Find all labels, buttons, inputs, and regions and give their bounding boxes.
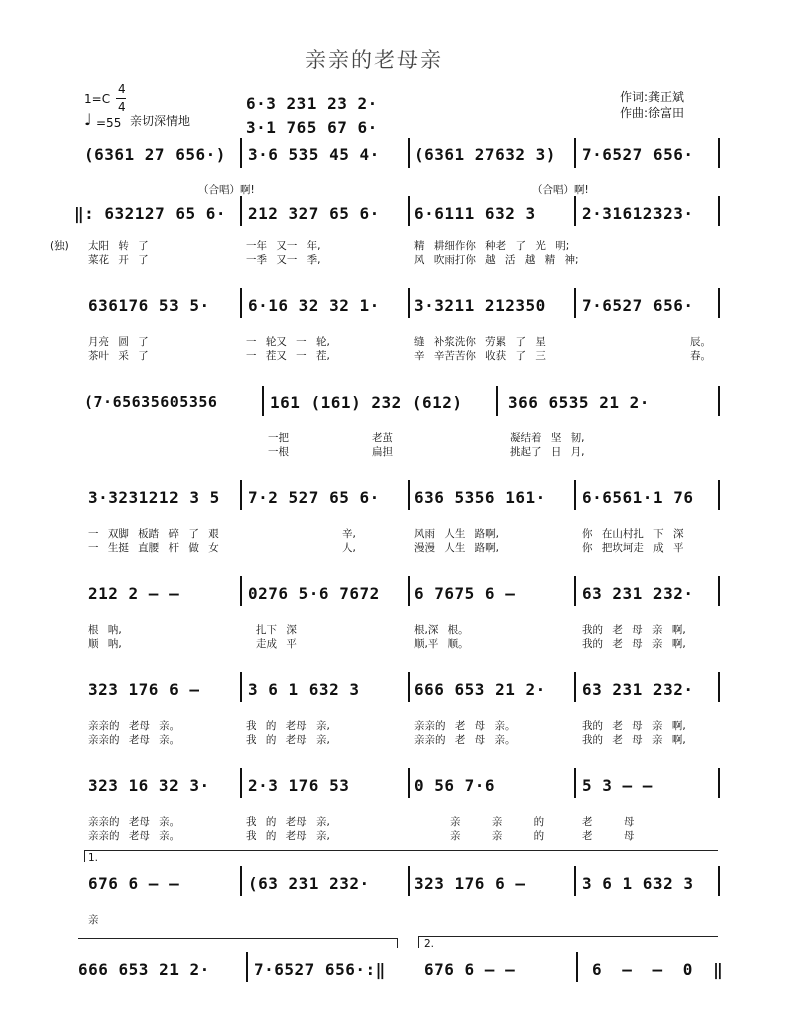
barline: [574, 576, 576, 606]
lyric: 一 茬又 一 茬,: [246, 350, 330, 362]
bar: 3 6 1 632 3: [582, 874, 694, 893]
barline: [408, 480, 410, 510]
lyric: 凝结着 坚 韧,: [510, 432, 585, 444]
bar: 6 7675 6 —: [414, 584, 516, 603]
barline: [408, 576, 410, 606]
lyric: 一 轮又 一 轮,: [246, 336, 330, 348]
lyric: 风 吹雨打你 越 活 越 精 神;: [414, 254, 579, 266]
barline: [262, 386, 264, 416]
expression-mark: 亲切深情地: [130, 114, 191, 128]
bar: 3·6 535 45 4·: [248, 145, 380, 164]
lyric: 挑起了 日 月,: [510, 446, 585, 458]
barline: [240, 288, 242, 318]
bar: 666 653 21 2·: [414, 680, 546, 699]
bar: 6·6561·1 76: [582, 488, 694, 507]
bar: 2·3 176 53: [248, 776, 350, 795]
lyric: 亲亲的 老母 亲。: [88, 816, 181, 828]
lyric: 我的 老 母 亲 啊,: [582, 638, 686, 650]
lyric: 月亮 圆 了: [88, 336, 149, 348]
volta-bracket: [84, 850, 85, 862]
lyric: 我的 老 母 亲 啊,: [582, 734, 686, 746]
barline: [718, 866, 720, 896]
barline: [408, 768, 410, 798]
lyric: 春。: [690, 350, 711, 362]
barline: [718, 672, 720, 702]
barline: [574, 866, 576, 896]
bar: 676 6 — —: [424, 960, 516, 979]
bar: 7·6527 656·: [582, 145, 694, 164]
bar: 3·3231212 3 5: [88, 488, 220, 507]
barline: [240, 480, 242, 510]
lyric: 我 的 老母 亲,: [246, 816, 330, 828]
bar: 3 6 1 632 3: [248, 680, 360, 699]
lyric: 菜花 开 了: [88, 254, 149, 266]
lyric: 你 把坎坷走 成 平: [582, 542, 684, 554]
bar: 7·6527 656·: [582, 296, 694, 315]
lyric: 一年 又一 年,: [246, 240, 321, 252]
lyric: 顺,平 顺。: [414, 638, 469, 650]
barline: [574, 672, 576, 702]
volta-label: 1.: [88, 852, 99, 864]
volta-bracket: [78, 938, 398, 939]
barline: [246, 952, 248, 982]
lyric: 我的 老 母 亲 啊,: [582, 720, 686, 732]
bar: (63 231 232·: [248, 874, 370, 893]
lyric: 一 双脚 板踏 碎 了 艰: [88, 528, 219, 540]
bar: 323 176 6 —: [88, 680, 200, 699]
bar: 63 231 232·: [582, 584, 694, 603]
lyric: 亲亲的 老母 亲。: [88, 830, 181, 842]
meter-bottom: 4: [118, 100, 126, 114]
volta-bracket: [418, 936, 718, 937]
lyricist: 作词:龚正斌: [620, 90, 685, 104]
lyric: 亲 亲 的: [450, 830, 545, 842]
lyric: 亲亲的 老母 亲。: [88, 734, 181, 746]
bar: 366 6535 21 2·: [508, 393, 650, 412]
barline: [574, 480, 576, 510]
volta-label: 2.: [424, 938, 435, 950]
volta-bracket: [84, 850, 718, 851]
barline: [240, 196, 242, 226]
page-title: 亲亲的老母亲: [305, 48, 443, 72]
barline: [718, 196, 720, 226]
chorus-mark: （合唱）啊!: [198, 184, 255, 196]
lyric: 风雨 人生 路啊,: [414, 528, 500, 540]
bar: 6·6111 632 3: [414, 204, 536, 223]
tempo-mark: =55: [96, 116, 122, 130]
bar: 63 231 232·: [582, 680, 694, 699]
bar: 7·6527 656·:‖: [254, 960, 386, 979]
intro-upper: 6·3 231 23 2·: [246, 94, 378, 113]
bar: (7·65635605356: [84, 393, 218, 411]
lyric: 缝 补浆洗你 劳累 了 星: [414, 336, 546, 348]
bar: 6 — — 0 ‖: [592, 960, 724, 979]
lyric: 亲亲的 老 母 亲。: [414, 734, 516, 746]
lyric: 太阳 转 了: [88, 240, 149, 252]
barline: [718, 386, 720, 416]
lyric: 我 的 老母 亲,: [246, 720, 330, 732]
lyric: 亲 亲 的: [450, 816, 545, 828]
lyric: 我的 老 母 亲 啊,: [582, 624, 686, 636]
lyric: 根,深 根。: [414, 624, 469, 636]
meter-top: 4: [118, 82, 126, 96]
bar: 7·2 527 65 6·: [248, 488, 380, 507]
lyric: 老 母: [582, 830, 635, 842]
lyric: 走成 平: [256, 638, 297, 650]
barline: [408, 288, 410, 318]
lyric: 一根: [268, 446, 289, 458]
lyric: 亲亲的 老 母 亲。: [414, 720, 516, 732]
bar: 666 653 21 2·: [78, 960, 210, 979]
lyric: 辰。: [690, 336, 711, 348]
barline: [240, 138, 242, 168]
lyric: 亲: [88, 914, 99, 926]
barline: [718, 138, 720, 168]
lyric: 老 母: [582, 816, 635, 828]
bar: (6361 27632 3): [414, 145, 556, 164]
lyric: 精 耕细作你 种老 了 光 明;: [414, 240, 570, 252]
barline: [574, 196, 576, 226]
barline: [496, 386, 498, 416]
bar: 2·31612323·: [582, 204, 694, 223]
bar: 323 176 6 —: [414, 874, 526, 893]
barline: [408, 196, 410, 226]
bar: 636176 53 5·: [88, 296, 210, 315]
lyric: 老茧: [372, 432, 393, 444]
lyric: 茶叶 采 了: [88, 350, 149, 362]
bar: 323 16 32 3·: [88, 776, 210, 795]
lyric: 扎下 深: [256, 624, 297, 636]
barline: [574, 288, 576, 318]
bar: (6361 27 656·): [84, 145, 226, 164]
bar: 212 2 — —: [88, 584, 180, 603]
barline: [240, 866, 242, 896]
barline: [718, 480, 720, 510]
lyric: 顺 呐,: [88, 638, 122, 650]
bar: 212 327 65 6·: [248, 204, 380, 223]
lyric: 亲亲的 老母 亲。: [88, 720, 181, 732]
lyric: 漫漫 人生 路啊,: [414, 542, 500, 554]
barline: [240, 768, 242, 798]
barline: [718, 288, 720, 318]
bar: 636 5356 161·: [414, 488, 546, 507]
note-icon: ♩: [84, 110, 92, 129]
lyric: 一季 又一 季,: [246, 254, 321, 266]
bar: 6·16 32 32 1·: [248, 296, 380, 315]
solo-mark: (独): [50, 240, 69, 252]
barline: [718, 576, 720, 606]
barline: [574, 768, 576, 798]
volta-bracket: [397, 938, 398, 948]
barline: [240, 576, 242, 606]
lyric: 一把: [268, 432, 289, 444]
bar: 676 6 — —: [88, 874, 180, 893]
barline: [408, 866, 410, 896]
barline: [574, 138, 576, 168]
lyric: 根 呐,: [88, 624, 122, 636]
bar: 0 56 7·6: [414, 776, 496, 795]
bar: ‖: 632127 65 6·: [74, 204, 226, 223]
bar: 5 3 — —: [582, 776, 653, 795]
bar: 0276 5·6 7672: [248, 584, 380, 603]
intro-lower: 3·1 765 67 6·: [246, 118, 378, 137]
lyric: 辛,: [342, 528, 356, 540]
volta-bracket: [418, 936, 419, 948]
lyric: 你 在山村扎 下 深: [582, 528, 684, 540]
composer: 作曲:徐富田: [620, 106, 685, 120]
barline: [718, 768, 720, 798]
barline: [240, 672, 242, 702]
bar: 3·3211 212350: [414, 296, 546, 315]
lyric: 一 生挺 直腰 杆 做 女: [88, 542, 219, 554]
lyric: 扁担: [372, 446, 393, 458]
bar: 161 (161) 232 (612): [270, 393, 463, 412]
lyric: 辛 辛苦苦你 收获 了 三: [414, 350, 546, 362]
chorus-mark: （合唱）啊!: [532, 184, 589, 196]
lyric: 人,: [342, 542, 356, 554]
barline: [408, 672, 410, 702]
lyric: 我 的 老母 亲,: [246, 830, 330, 842]
barline: [408, 138, 410, 168]
key-signature: 1=C: [84, 92, 111, 106]
meter-line: [116, 98, 126, 99]
barline: [576, 952, 578, 982]
lyric: 我 的 老母 亲,: [246, 734, 330, 746]
